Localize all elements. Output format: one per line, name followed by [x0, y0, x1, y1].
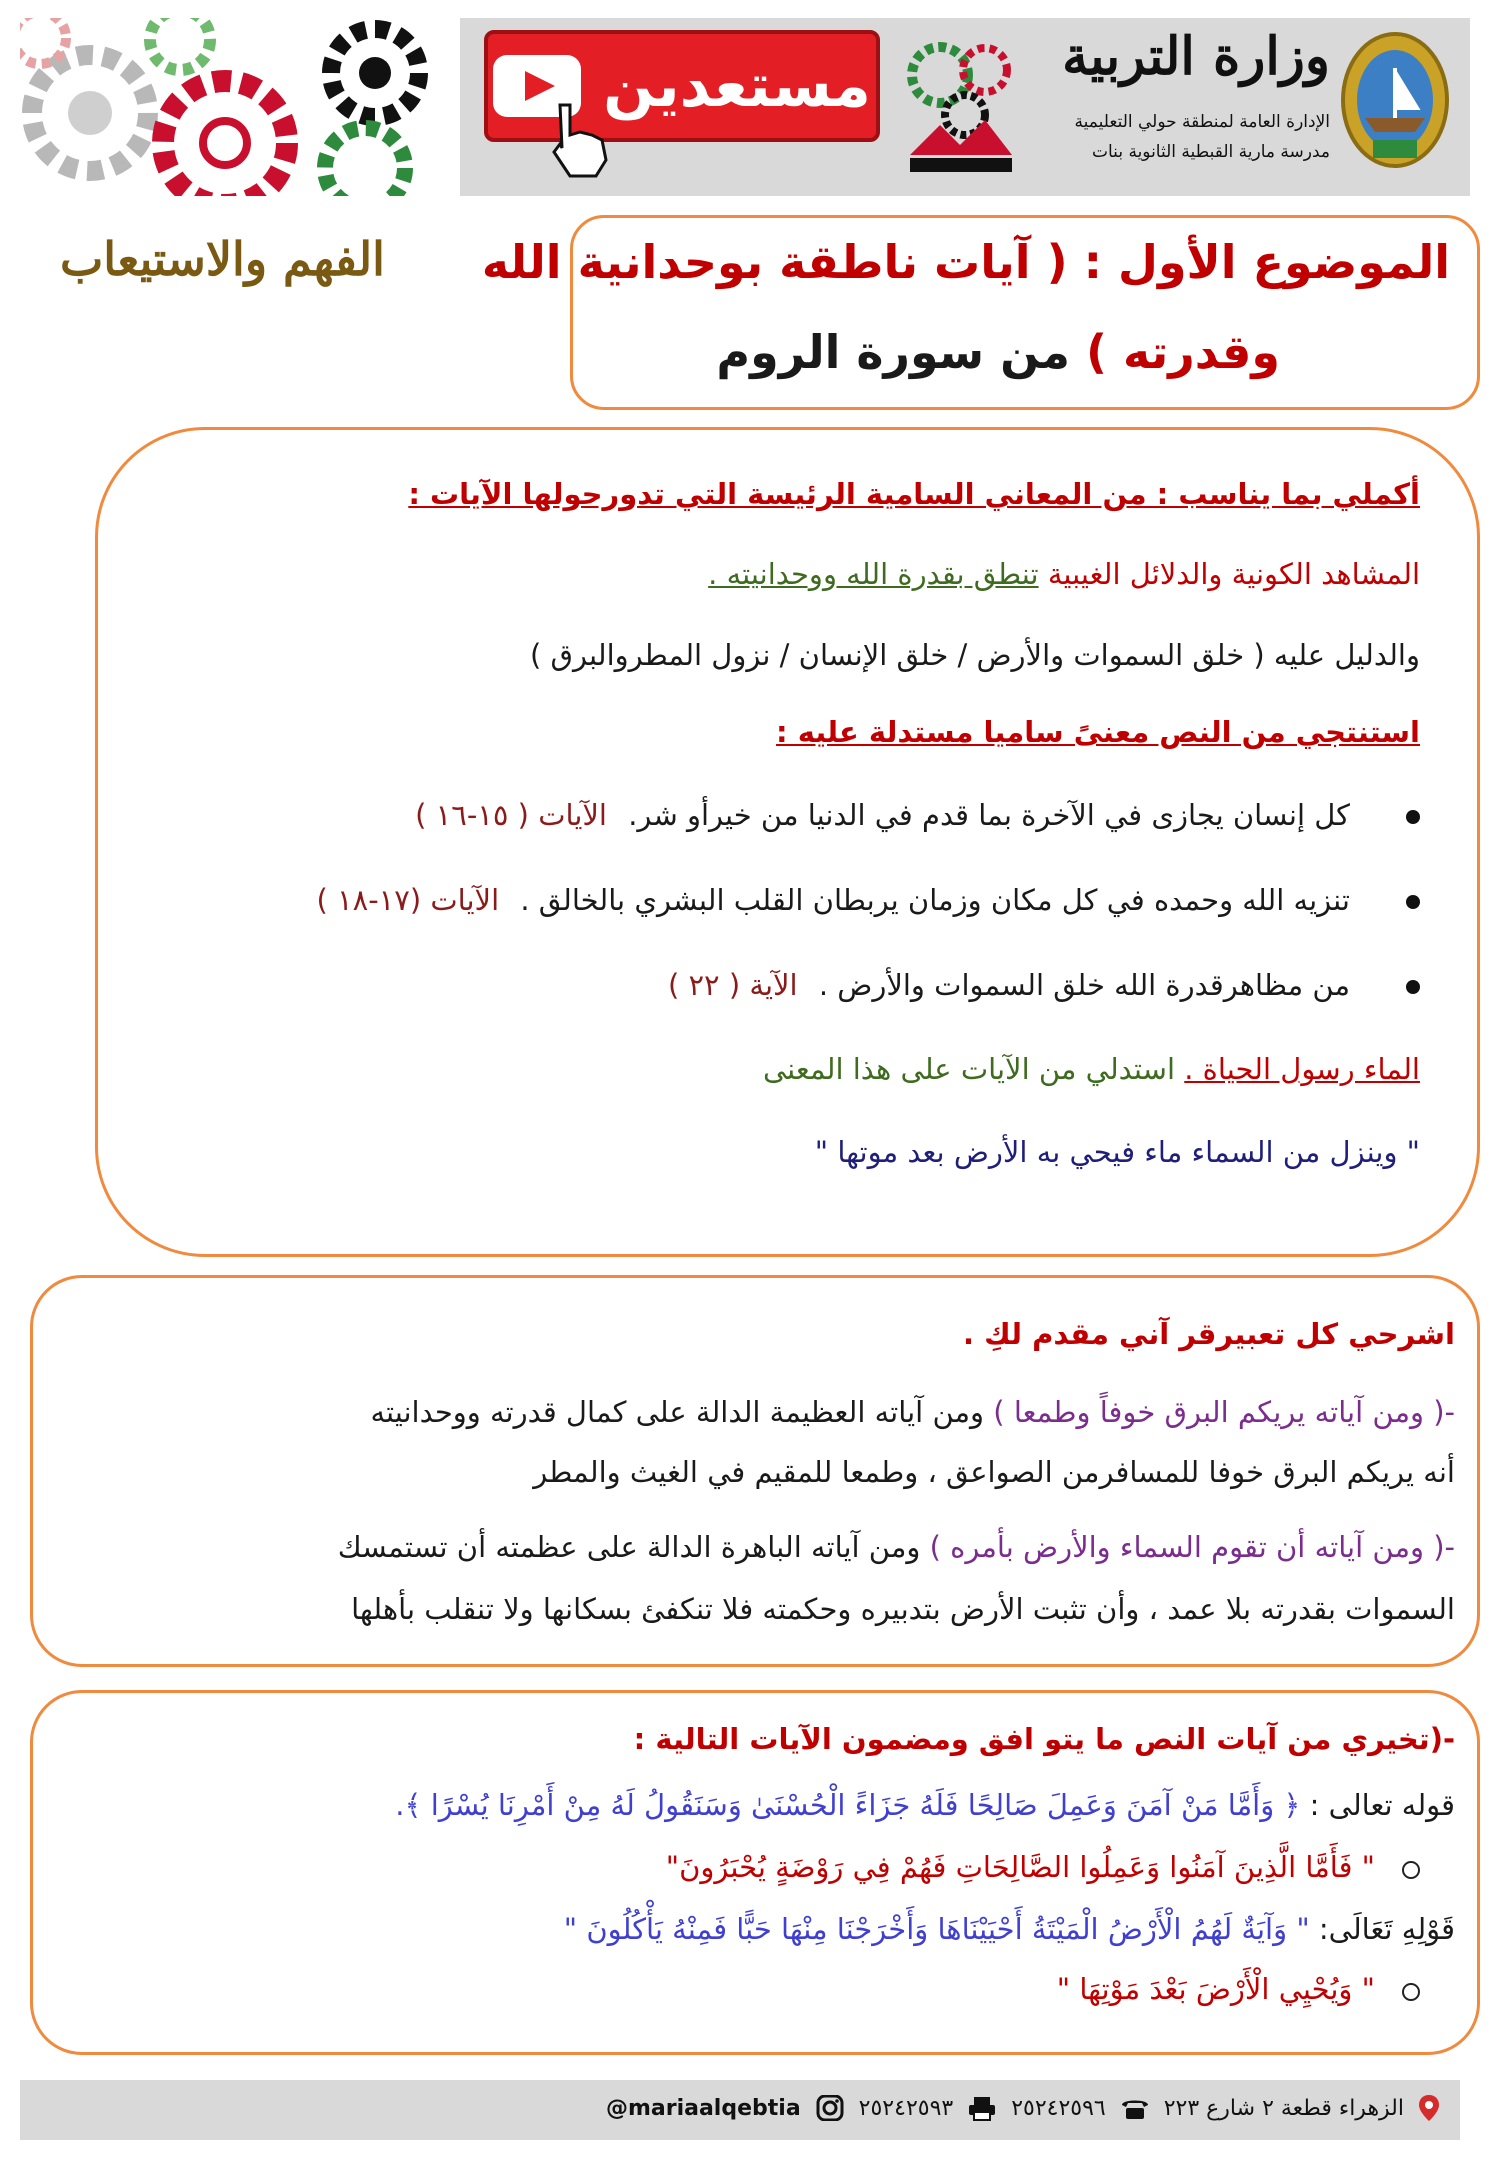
meaning-text: تنزيه الله وحمده في كل مكان وزمان يربطان القلب البشري بالخالق .: [520, 883, 1350, 917]
bullet-icon: [1406, 810, 1420, 824]
phone-number: ٢٥٢٤٢٥٩٦: [1011, 2095, 1106, 2121]
expression-2: [338, 1530, 1455, 1564]
verse-ref: الآيات ( ١٥-١٦ ): [415, 798, 607, 832]
expression-explanation: السموات بقدرته بلا عمد ، وأن تثبت الأرض بتدبيره وحكمته فلا تنكفئ بسكانها ولا تنقلب بأهلها: [351, 1592, 1455, 1626]
gears-decoration: [20, 18, 460, 196]
question-match: -(تخيري من آيات النص ما يتو افق ومضمون الآيات التالية :: [633, 1722, 1455, 1756]
topic-title-line1: الموضوع الأول : ( آيات ناطقة بوحدانية الله: [481, 235, 1450, 289]
topic-title-surah: من سورة الروم: [716, 325, 1070, 379]
question-infer: استنتجي من النص معنىً ساميا مستدلة عليه :: [776, 715, 1420, 749]
location-pin-icon: [1418, 2094, 1440, 2122]
verse-text: ﴿ وَأَمَّا مَنْ آمَنَ وَعَمِلَ صَالِحًا فَلَهُ جَزَاءً الْحُسْنَىٰ وَسَنَقُولُ لَهُ مِنْ أَمْرِنَا يُسْرًا ﴾.: [395, 1788, 1301, 1822]
circle-bullet-icon: [1402, 1861, 1420, 1879]
fax-number: ٢٥٢٤٢٥٩٣: [858, 2095, 954, 2121]
verse-text: " وَآيَةٌ لَهُمُ الْأَرْضُ الْمَيْتَةُ أَحْيَيْنَاهَا وَأَخْرَجْنَا مِنْهَا حَبًّا فَمِنْهُ يَأْكُلُونَ ": [563, 1912, 1310, 1946]
list-item: [415, 798, 1350, 832]
verse-label: قَوْلِهِ تَعَالَى:: [1318, 1912, 1455, 1946]
question-complete: أكملي بما يناسب : من المعاني السامية الرئيسة التي تدورحولها الآيات :: [408, 477, 1420, 511]
list-item: [316, 883, 1350, 917]
ministry-logo: [900, 30, 1020, 180]
verse-ref: الآية ( ٢٢ ): [667, 968, 798, 1002]
pointer-hand-icon: [540, 100, 620, 180]
topic-title-line2: [716, 325, 1280, 379]
comprehension-box: [95, 427, 1480, 1257]
phone-icon: [1120, 2095, 1150, 2121]
expression-explanation: ومن آياته العظيمة الدالة على كمال قدرته ووحدانيته: [370, 1395, 985, 1429]
verse-2: [564, 1912, 1455, 1946]
bullet-icon: [1406, 895, 1420, 909]
question-explain: اشرحي كل تعبيرقر آني مقدم لكِ .: [963, 1317, 1455, 1351]
answer-green: تنطق بقدرة الله ووحدانيته .: [708, 557, 1039, 591]
kuwait-emblem: [1335, 28, 1455, 178]
channel-button-label: مستعدين: [603, 51, 871, 121]
address-text: الزهراء قطعة ٢ شارع ٢٢٣: [1163, 2095, 1404, 2121]
list-item: [668, 968, 1350, 1002]
ministry-subtitle: الإدارة العامة لمنطقة حولي التعليمية: [1074, 112, 1330, 132]
gear-icon: [20, 18, 66, 64]
expression-1: [370, 1395, 1455, 1429]
expression-explanation: أنه يريكم البرق خوفا للمسافرمن الصواعق ، وطمعا للمقيم في الغيث والمطر: [533, 1455, 1455, 1489]
expression-explanation: ومن آياته الباهرة الدالة على عظمته أن تستمسك: [337, 1530, 921, 1564]
water-answer: " وينزل من السماء ماء فيحي به الأرض بعد موتها ": [814, 1135, 1420, 1169]
topic-title-red: وقدرته ): [1086, 325, 1280, 379]
answer-complete: [708, 557, 1420, 591]
verse-1: [395, 1788, 1455, 1822]
bullet-icon: [1406, 980, 1420, 994]
water-statement: الماء رسول الحياة .: [1184, 1052, 1420, 1086]
answer-red: المشاهد الكونية والدلائل الغيبية: [1047, 557, 1420, 591]
contact-info: [606, 2094, 1440, 2122]
verse-answer: " وَيُحْيِي الْأَرْضَ بَعْدَ مَوْتِهَا ": [1056, 1972, 1375, 2006]
expression-quote: -( ومن آياته أن تقوم السماء والأرض بأمره ): [929, 1530, 1455, 1564]
meaning-text: كل إنسان يجازى في الآخرة بما قدم في الدنيا من خيرأو شر.: [628, 798, 1350, 832]
meaning-text: من مظاهرقدرة الله خلق السموات والأرض .: [818, 968, 1350, 1002]
water-instruction: استدلي من الآيات على هذا المعنى: [762, 1052, 1176, 1086]
gear-icon: [32, 55, 148, 171]
gear-icon: [325, 128, 405, 196]
instagram-handle: @mariaalqebtia: [605, 2095, 801, 2121]
verse-label: قوله تعالى :: [1309, 1788, 1455, 1822]
verse-answer: " فَأَمَّا الَّذِينَ آمَنُوا وَعَمِلُوا الصَّالِحَاتِ فَهُمْ فِي رَوْضَةٍ يُحْبَرُونَ": [665, 1850, 1375, 1884]
gear-icon: [163, 81, 287, 196]
gear-icon: [331, 29, 419, 117]
ministry-title: وزارة التربية: [1062, 26, 1330, 87]
fax-icon: [967, 2095, 997, 2121]
circle-bullet-icon: [1402, 1983, 1420, 2001]
question-water: [763, 1052, 1420, 1086]
evidence-text: والدليل عليه ( خلق السموات والأرض / خلق الإنسان / نزول المطروالبرق ): [529, 638, 1420, 672]
expression-quote: -( ومن آياته يريكم البرق خوفاً وطمعا ): [993, 1395, 1455, 1429]
section-title: الفهم والاستيعاب: [60, 232, 385, 286]
verse-ref: الآيات (١٧-١٨ ): [316, 883, 500, 917]
instagram-icon: [815, 2095, 845, 2121]
school-name: مدرسة مارية القبطية الثانوية بنات: [1092, 142, 1330, 162]
gear-icon: [150, 18, 210, 70]
